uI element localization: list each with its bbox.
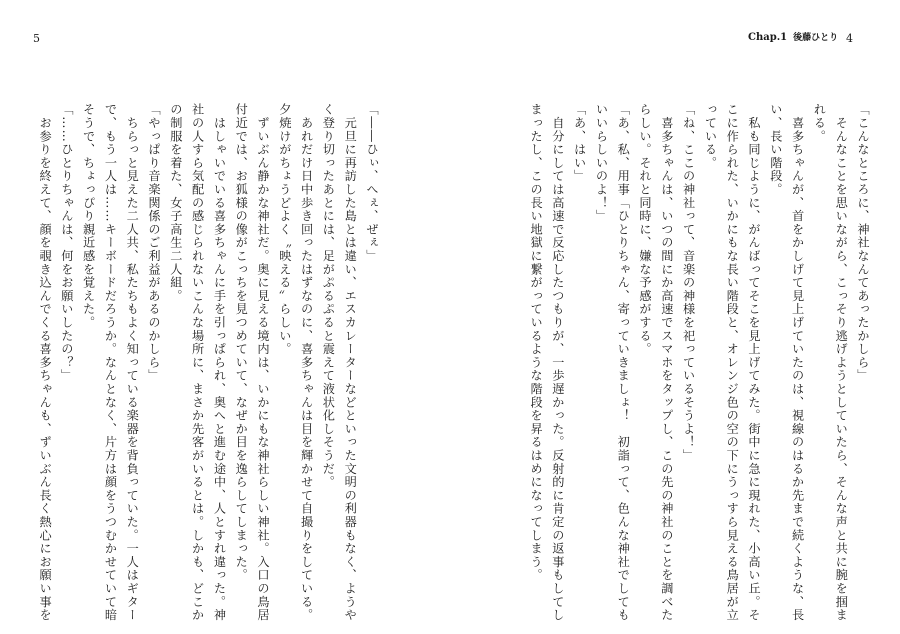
- text-line: らしい。それと同時に、嫌な予感がする。: [638, 103, 653, 356]
- text-line: 「やっぱり音楽関係のご利益があるのかしら」: [147, 103, 162, 383]
- text-line: っている。: [703, 103, 718, 170]
- text-line: お参りを終えて、顔を覗き込んでくる喜多ちゃんも、ずいぶん長く熱心にお願い事を: [38, 103, 53, 622]
- text-line: 私も同じように、がんばってそこを見上げてみた。街中に急に現れた、小高い丘。そ: [747, 103, 762, 622]
- text-line: 付近では、お狐様の像がこっちを見つめていて、なぜか目を逸らしてしまった。: [234, 103, 249, 582]
- text-line: 「――ひぃ、へぇ、ぜぇ」: [365, 103, 379, 263]
- text-line: あれだけ日中歩き回ったはずなのに、喜多ちゃんは目を輝かせて自撮りをしている。: [299, 103, 314, 622]
- text-line: そんなことを思いながら、こっそり逃げようとしていたら、そんな声と共に腕を掴ま: [834, 103, 849, 622]
- text-line: 「こんなところに、神社なんてあったかしら」: [856, 103, 870, 383]
- running-header: [748, 32, 838, 44]
- left-page-body: [38, 103, 382, 622]
- text-line: はしゃいでいる喜多ちゃんに手を引っぱられ、奥へと進む途中、人とすれ違った。神: [212, 103, 227, 622]
- text-line: いいらしいのよ！」: [594, 103, 609, 223]
- text-line: 「あ、私、用事「ひとりちゃん、寄っていきましょ！ 初詣って、色んな神社でしても: [616, 103, 631, 622]
- text-line: 「……ひとりちゃんは、何をお願いしたの？」: [59, 103, 74, 383]
- text-line: の制服を着た、女子高生二人組。: [168, 103, 183, 303]
- text-line: まったし、この長い地獄に繋がっているような階段を昇るはめになってしまう。: [529, 103, 544, 582]
- text-line: 「あ、はい」: [572, 103, 587, 183]
- text-line: そうで、ちょっぴり親近感を覚えた。: [81, 103, 96, 330]
- left-page-number: 5: [33, 32, 40, 45]
- right-page-number: 4: [846, 32, 853, 45]
- text-line: こに作られた、いかにもな長い階段と、オレンジ色の空の下にうっすら見える鳥居が立: [725, 103, 740, 622]
- text-line: 自分にしては高速で反応したつもりが、一歩遅かった。反射的に肯定の返事もしてし: [550, 103, 565, 622]
- text-line: れる。: [812, 103, 827, 143]
- text-line: く登り切ったあとには、足がぷるぷると震えて液状化しそうだ。: [321, 103, 336, 489]
- text-line: 元旦に再訪した島とは違い、エスカレーターなどといった文明の利器もなく、ようや: [343, 103, 358, 622]
- chapter-title: 後藤ひとり: [793, 33, 839, 43]
- text-line: 喜多ちゃんは、いつの間にか高速でスマホをタップし、この先の神社のことを調べた: [659, 103, 674, 622]
- chapter-label: Chap.1: [748, 32, 788, 43]
- text-line: 喜多ちゃんが、首をかしげて見上げていたのは、視線のはるか先まで続くような、長: [790, 103, 805, 622]
- text-line: 夕焼けがちょうどよく〝映える〟らしい。: [277, 103, 292, 356]
- text-line: 「ね、ここの神社って、音楽の神様を祀っているそうよ！」: [681, 103, 696, 463]
- text-line: ちらっと見えた二人共、私たちもよく知っている楽器を背負っていた。一人はギター: [125, 103, 140, 622]
- text-line: 社の人すら気配の感じられないこんな場所に、まさか先客がいるとは。しかも、どこか: [190, 103, 205, 622]
- right-page-body: [529, 103, 873, 622]
- text-line: い、長い階段。: [768, 103, 783, 197]
- text-line: ずいぶん静かな神社だ。奥に見える境内は、いかにもな神社らしい神社。入口の鳥居: [256, 103, 271, 622]
- text-line: で、もう一人は……キーボードだろうか。なんとなく、片方は顔をうつむかせていて暗: [103, 103, 118, 622]
